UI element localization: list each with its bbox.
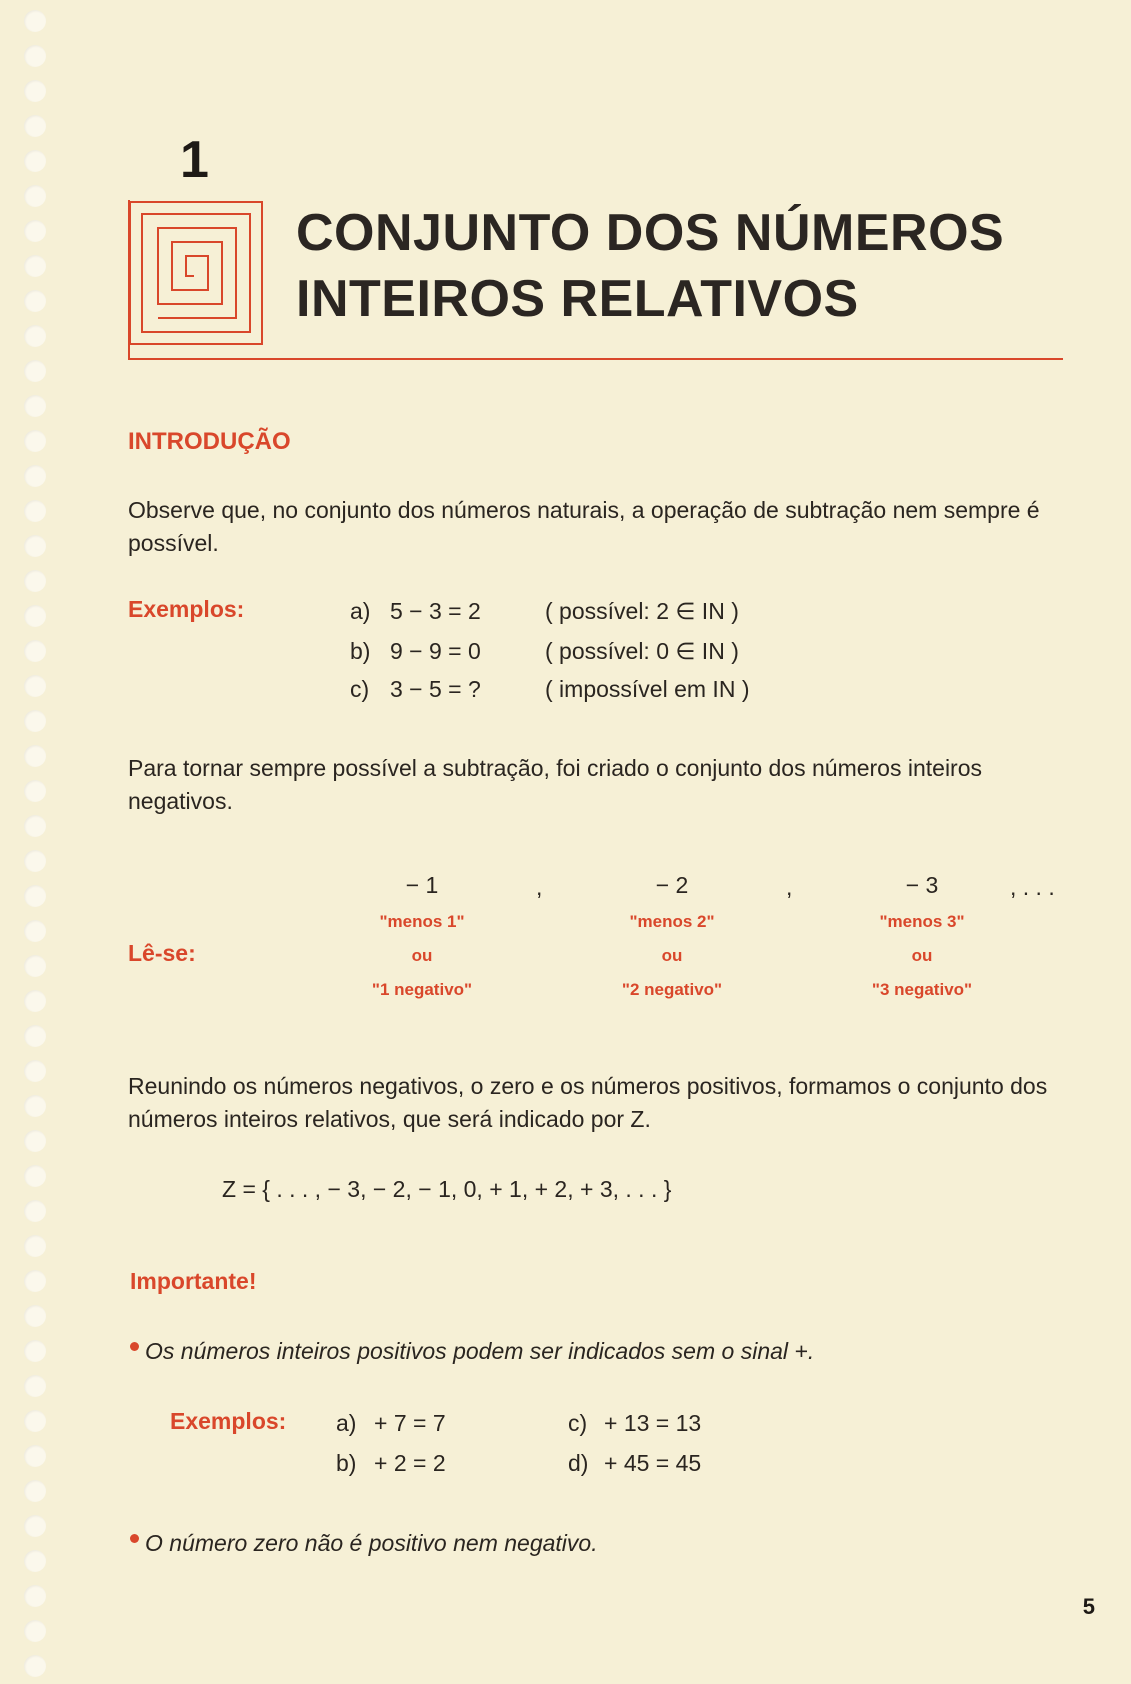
separator: ,	[536, 874, 543, 900]
binding-hole	[24, 885, 46, 907]
negative-item	[822, 872, 1022, 1007]
binding-hole	[24, 360, 46, 382]
title-vertical-rule	[128, 200, 130, 360]
example-note: ( possível: 2 ∈ IN )	[545, 598, 739, 624]
example-note: ( impossível em IN )	[545, 676, 750, 702]
binding-hole	[24, 1655, 46, 1677]
binding-hole	[24, 1585, 46, 1607]
binding-hole	[24, 640, 46, 662]
negative-reading: "menos 3"	[879, 912, 965, 931]
negative-or: ou	[661, 946, 683, 965]
binding-hole	[24, 220, 46, 242]
example-label: b)	[336, 1450, 357, 1476]
negative-value: − 2	[655, 872, 689, 898]
integers-paragraph: Reunindo os números negativos, o zero e os números positivos, formamos o conjunto dos números inteiros relativos, que será indicado por Z.	[128, 1073, 1048, 1132]
chapter-logo-icon	[128, 200, 268, 350]
negatives-paragraph: Para tornar sempre possível a subtração, foi criado o conjunto dos números inteiros negativos.	[128, 755, 982, 814]
chapter-title-line1: CONJUNTO DOS NÚMEROS	[296, 204, 1005, 262]
important-bullet-2	[130, 1530, 598, 1557]
binding-hole	[24, 395, 46, 417]
negative-reading: "menos 1"	[379, 912, 465, 931]
bullet-text: O número zero não é positivo nem negativo.	[145, 1530, 598, 1556]
binding-hole	[24, 430, 46, 452]
binding-hole	[24, 10, 46, 32]
binding-hole	[24, 535, 46, 557]
bullet-icon	[130, 1342, 139, 1351]
negative-or: ou	[411, 946, 433, 965]
binding-hole	[24, 115, 46, 137]
binding-hole	[24, 1445, 46, 1467]
integer-set: Z = { . . . , − 3, − 2, − 1, 0, + 1, + 2, + 3, . . . }	[222, 1176, 672, 1202]
page-number: 5	[1082, 1594, 1095, 1619]
binding-hole	[24, 150, 46, 172]
chapter-title	[296, 200, 1004, 332]
important-heading: Importante!	[130, 1268, 257, 1294]
negative-reading-alt: "1 negativo"	[371, 980, 473, 999]
example-label: c)	[350, 676, 370, 702]
binding-hole	[24, 1165, 46, 1187]
example-expr: + 45 = 45	[604, 1450, 702, 1476]
binding-hole	[24, 745, 46, 767]
binding-hole	[24, 290, 46, 312]
binding-hole	[24, 325, 46, 347]
chapter-number: 1	[180, 131, 209, 189]
example-expr: + 13 = 13	[604, 1410, 702, 1436]
binding-hole	[24, 1410, 46, 1432]
important-bullet-1	[130, 1338, 814, 1365]
example-label: a)	[336, 1410, 357, 1436]
example-label: b)	[350, 638, 371, 664]
binding-holes	[24, 0, 48, 1684]
binding-hole	[24, 605, 46, 627]
example-expr: 9 − 9 = 0	[390, 638, 481, 664]
intro-paragraph: Observe que, no conjunto dos números naturais, a operação de subtração nem sempre é possível.	[128, 497, 1040, 556]
binding-hole	[24, 255, 46, 277]
binding-hole	[24, 1235, 46, 1257]
separator: ,	[786, 874, 793, 900]
binding-hole	[24, 1270, 46, 1292]
example-note: ( possível: 0 ∈ IN )	[545, 638, 739, 664]
intro-examples-label: Exemplos:	[128, 596, 245, 622]
binding-hole	[24, 710, 46, 732]
binding-hole	[24, 850, 46, 872]
negative-item	[572, 872, 772, 1007]
read-label: Lê-se:	[128, 940, 196, 966]
binding-hole	[24, 815, 46, 837]
ellipsis: , . . .	[1010, 874, 1055, 900]
binding-hole	[24, 1480, 46, 1502]
binding-hole	[24, 780, 46, 802]
intro-heading: INTRODUÇÃO	[128, 428, 291, 455]
binding-hole	[24, 1375, 46, 1397]
chapter-title-line2: INTEIROS RELATIVOS	[296, 270, 859, 328]
binding-hole	[24, 955, 46, 977]
binding-hole	[24, 1305, 46, 1327]
example-expr: 5 − 3 = 2	[390, 598, 481, 624]
binding-hole	[24, 920, 46, 942]
example-expr: 3 − 5 = ?	[390, 676, 481, 702]
binding-hole	[24, 185, 46, 207]
example-label: a)	[350, 598, 371, 624]
binding-hole	[24, 1550, 46, 1572]
binding-hole	[24, 1095, 46, 1117]
example-expr: + 2 = 2	[374, 1450, 446, 1476]
negative-value: − 1	[405, 872, 439, 898]
title-rule	[128, 358, 1063, 360]
binding-hole	[24, 1515, 46, 1537]
example-label: d)	[568, 1450, 589, 1476]
binding-hole	[24, 990, 46, 1012]
binding-hole	[24, 1340, 46, 1362]
negative-reading-alt: "2 negativo"	[621, 980, 723, 999]
binding-hole	[24, 570, 46, 592]
negative-or: ou	[911, 946, 933, 965]
binding-hole	[24, 1025, 46, 1047]
bullet-text: Os números inteiros positivos podem ser indicados sem o sinal +.	[145, 1338, 815, 1364]
example-label: c)	[568, 1410, 588, 1436]
binding-hole	[24, 1200, 46, 1222]
example-expr: + 7 = 7	[374, 1410, 446, 1436]
bullet-icon	[130, 1534, 139, 1543]
binding-hole	[24, 675, 46, 697]
negative-item	[322, 872, 522, 1007]
binding-hole	[24, 1060, 46, 1082]
binding-hole	[24, 465, 46, 487]
negative-reading-alt: "3 negativo"	[871, 980, 973, 999]
binding-hole	[24, 500, 46, 522]
binding-hole	[24, 1130, 46, 1152]
negative-reading: "menos 2"	[629, 912, 715, 931]
binding-hole	[24, 1620, 46, 1642]
negative-value: − 3	[905, 872, 939, 898]
binding-hole	[24, 45, 46, 67]
binding-hole	[24, 80, 46, 102]
important-examples-label: Exemplos:	[170, 1408, 287, 1434]
